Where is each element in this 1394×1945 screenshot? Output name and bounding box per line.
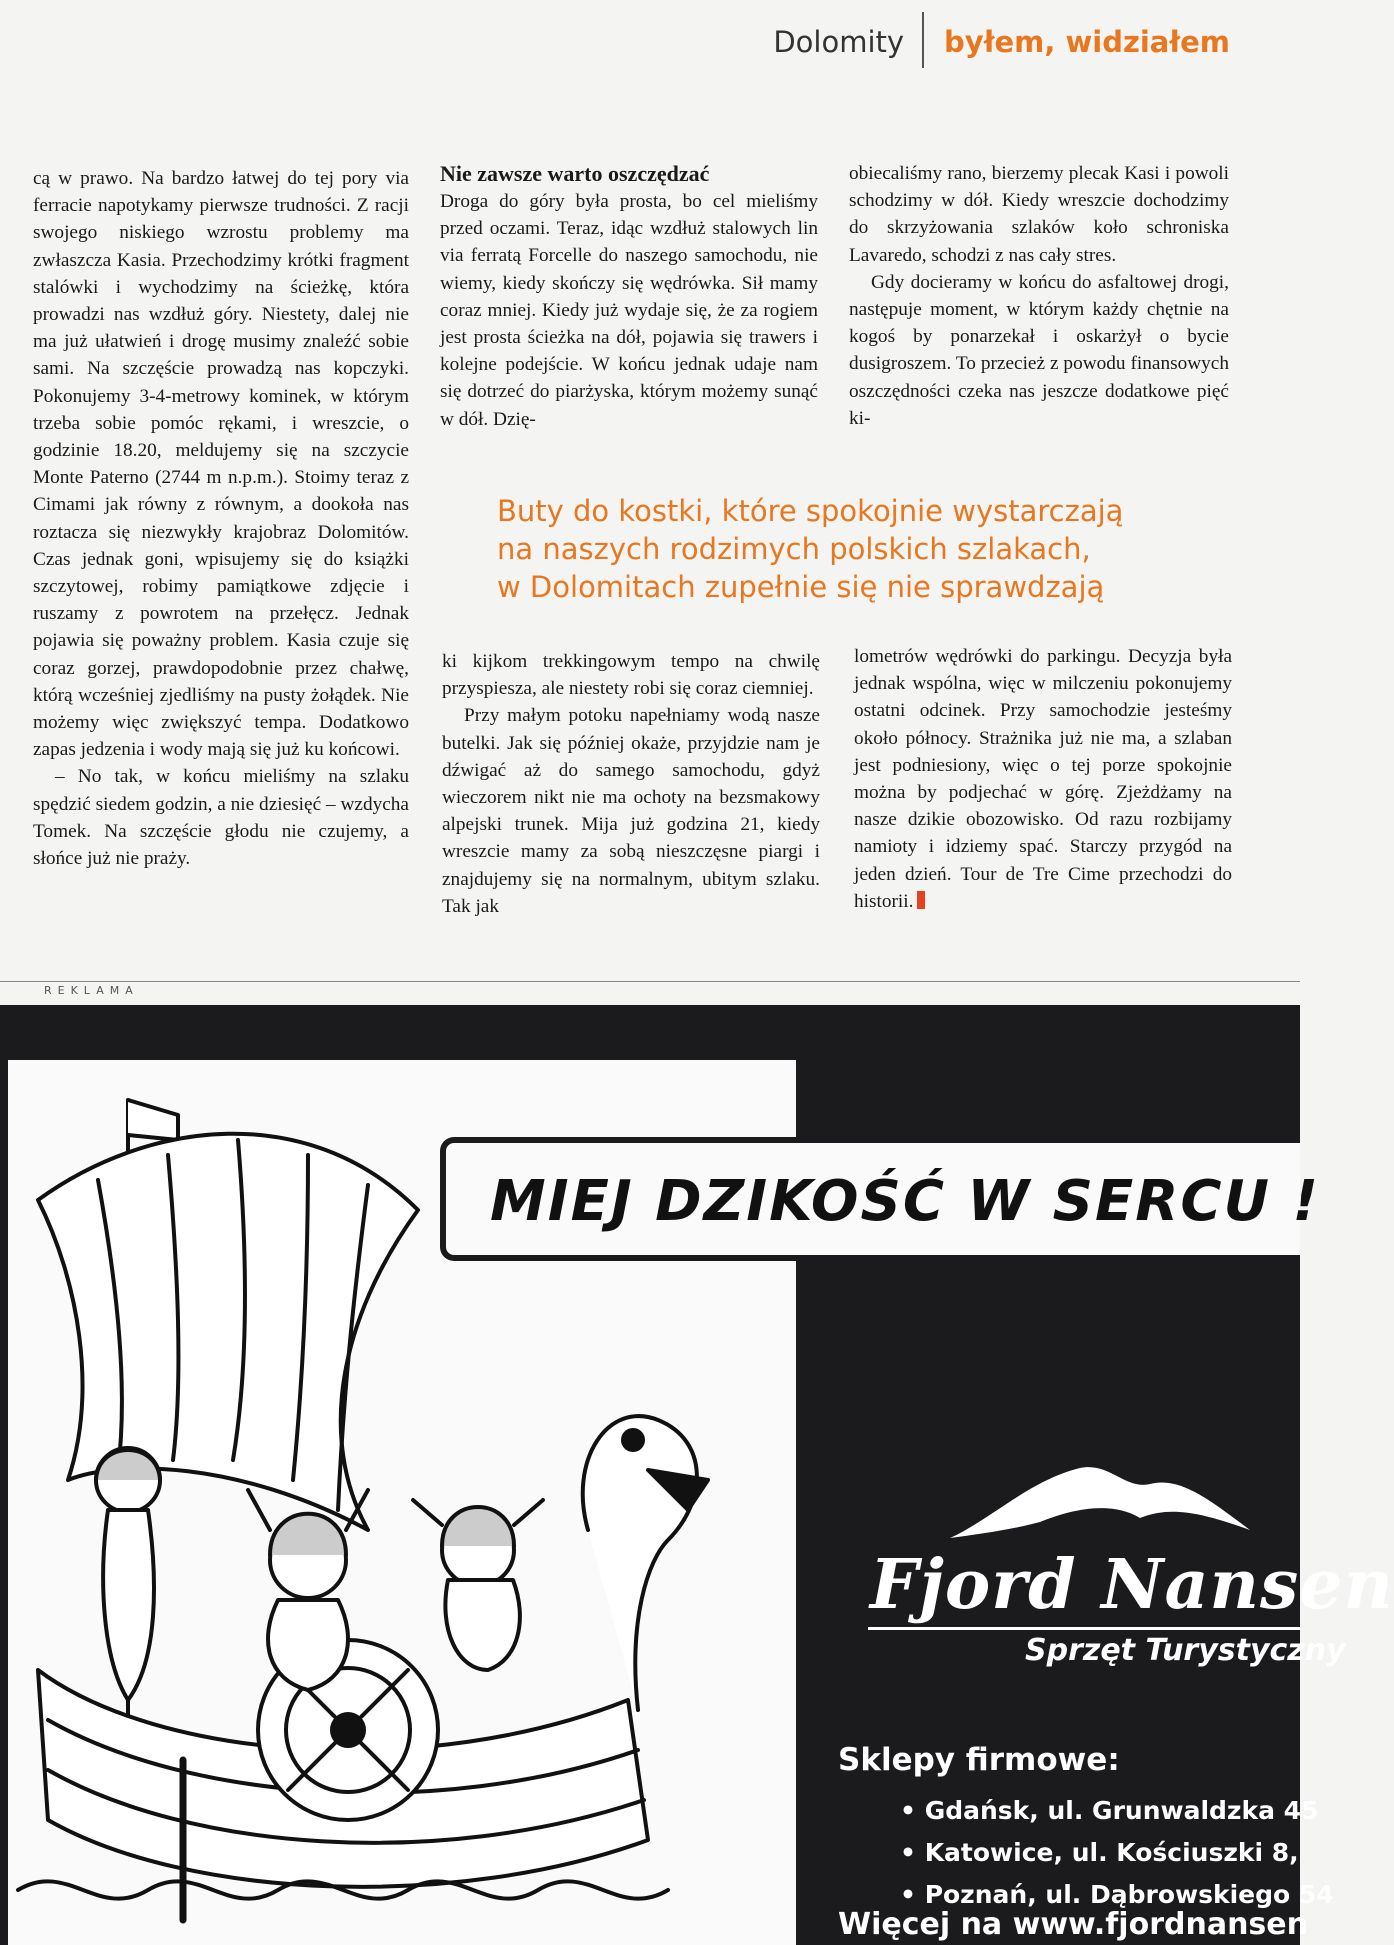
shop-address: • Poznań, ul. Dąbrowskiego 54	[900, 1874, 1334, 1916]
paragraph: cą w prawo. Na bardzo łatwej do tej pory via ferracie napotykamy pierwsze trudności. Z racji swojego niskiego wzrostu problemy ma zwłaszcza Kasia. Przechodzimy krótki fragment stalówki i wychodzimy na ścieżkę, która prowadzi nas wzdłuż góry. Niestety, dalej nie ma już ułatwień i drogę musimy znaleźć sobie sami. Na szczęście prowadzą nas kopczyki. Pokonujemy 3-4-metrowy kominek, w którym trzeba sobie pomóc rękami, i wreszcie, o godzinie 18.20, meldujemy się na szczycie Monte Paterno (2744 m n.p.m.). Stoimy teraz z Cimami jak równy z równym, a dookoła nas roztacza się niezwykły krajobraz Dolomitów. Czas jednak goni, wpisujemy się do książki szczytowej, robimy pamiątkowe zdjęcie i ruszamy z powrotem na przełęcz. Jednak pojawia się poważny problem. Kasia czuje się coraz gorzej, prawdopodobnie przez chałwę, którą wcześniej zjedliśmy na pusty żołądek. Nie możemy więc zwiększyć tempa. Dodatkowo zapas jedzenia i wody mają się już ku końcowi.	[33, 168, 409, 761]
sail-drawing	[38, 1134, 418, 1530]
article-column-3-bottom	[854, 643, 1232, 915]
paragraph: – No tak, w końcu mieliśmy na szlaku spędzić siedem godzin, a nie dziesięć – wzdycha Tomek. Na szczęście głodu nie czujemy, a słońce już nie praży.	[33, 766, 409, 870]
article-column-3-top	[849, 160, 1229, 432]
article-column-2-top	[440, 160, 818, 433]
shop-address: • Gdańsk, ul. Grunwaldzka 45	[900, 1790, 1334, 1832]
final-paragraph-text: lometrów wędrówki do parkingu. Decyzja była jednak wspólna, więc w milczeniu pokonujemy ostatni odcinek. Przy samochodzie jesteśmy około północy. Strażnika już nie ma, a szlaban jest podniesiony, więc o tej porze spokojnie można by podjechać w górę. Zjeżdżamy na nasze dzikie obozowisko. Od razu rozbijamy namioty i idziemy spać. Starczy przygód na jeden dzień. Tour de Tre Cime przechodzi do historii.	[854, 646, 1232, 912]
shops-heading: Sklepy firmowe:	[838, 1742, 1120, 1778]
dragon-head-drawing	[583, 1416, 697, 1710]
mountain-logo-icon	[950, 1460, 1250, 1540]
section-name: Dolomity	[773, 25, 905, 59]
paragraph: obiecaliśmy rano, bierzemy plecak Kasi i powoli schodzimy w dół. Kiedy wreszcie dochodzimy do skrzyżowania szlaków koło schroniska Lavaredo, schodzi z nas cały stres.	[849, 163, 1229, 266]
pull-quote-line: w Dolomitach zupełnie się nie sprawdzają	[497, 570, 1105, 604]
brand-tagline: Sprzęt Turystyczny	[1025, 1633, 1346, 1668]
paragraph: Droga do góry była prosta, bo cel mieliśmy przed oczami. Teraz, idąc wzdłuż stalowych lin via ferratą Forcelle do naszego samochodu, nie wiemy, kiedy skończy się wędrówka. Sił mamy coraz mniej. Kiedy już wydaje się, że za rogiem jest prosta ścieżka na dół, pojawia się trawers i kolejne podejście. W końcu jednak udaje nam się dotrzeć do piarżyska, którym możemy sunąć w dół. Dzię-	[440, 191, 818, 430]
end-of-article-mark	[917, 891, 925, 909]
section-topic: byłem, widziałem	[944, 25, 1230, 59]
advertisement	[0, 1005, 1394, 1945]
website-link[interactable]: Więcej na www.fjordnansen	[838, 1907, 1308, 1942]
shop-address: • Katowice, ul. Kościuszki 8,	[900, 1832, 1334, 1874]
running-header	[773, 20, 1230, 64]
brand-name: Fjord Nansen	[870, 1545, 1394, 1625]
shop-list	[900, 1790, 1334, 1916]
paragraph: Gdy docieramy w końcu do asfaltowej drogi, następuje moment, w którym każdy chętnie na kogoś by ponarzekał i oskarżył o bycie dusigroszem. To przecież z powodu finansowych oszczędności czeka nas jeszcze dodatkowe pięć ki-	[849, 271, 1229, 429]
flag-drawing	[128, 1100, 178, 1140]
pull-quote-line: na naszych rodzimych polskich szlakach,	[497, 532, 1091, 566]
article-column-2-bottom	[442, 648, 820, 920]
paragraph: Przy małym potoku napełniamy wodą nasze butelki. Jak się później okaże, przyjdzie nam je dźwigać aż do samego samochodu, gdyż wieczorem nikt nie ma ochoty na bezsmakowy alpejski trunek. Mija już godzina 21, kiedy wreszcie mamy za sobą nieszczęsne piargi i znajdujemy się na normalnym, ubitym szlaku. Tak jak	[442, 705, 820, 917]
paragraph	[854, 643, 1232, 915]
pull-quote-line: Buty do kostki, które spokojnie wystarczają	[497, 494, 1124, 528]
subheading: Nie zawsze warto oszczędzać	[440, 161, 710, 186]
article-column-1	[33, 165, 409, 872]
paragraph: ki kijkom trekkingowym tempo na chwilę przyspiesza, ale niestety robi się coraz ciemniej.	[442, 651, 820, 700]
brand-underline	[868, 1627, 1300, 1630]
pull-quote	[497, 492, 1217, 606]
ad-slogan: MIEJ DZIKOŚĆ W SERCU !	[490, 1169, 1320, 1234]
ad-label: REKLAMA	[44, 984, 139, 997]
ad-divider	[0, 981, 1300, 982]
